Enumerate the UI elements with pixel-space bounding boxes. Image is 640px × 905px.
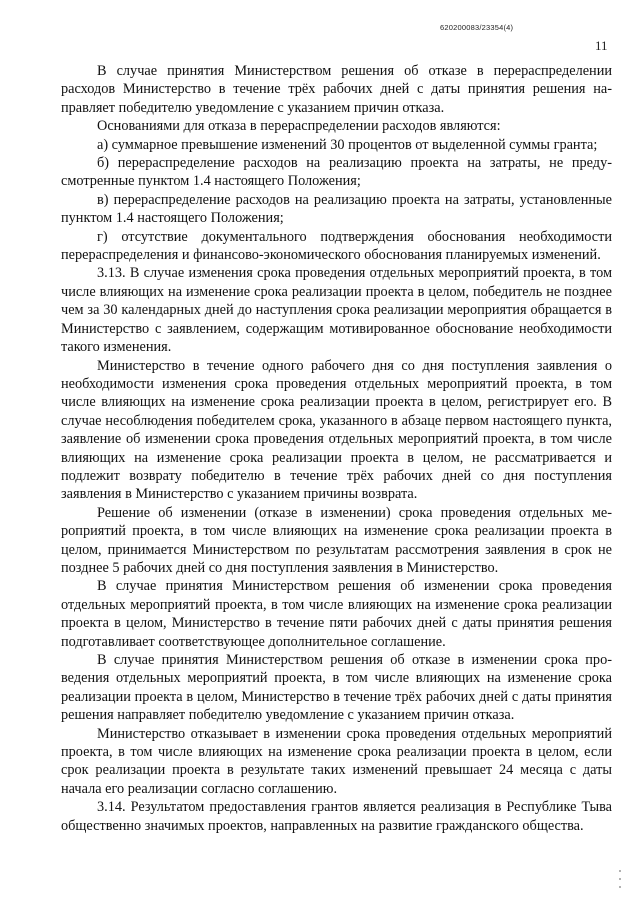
paragraph-refusal-notification: В случае принятия Министерством решения об отказе в перераспределении расходов Министерство в течение трёх рабочих дней с даты принятия решения направляет победителю уведомление с указанием причин отказа. [61, 63, 612, 116]
scan-artifact-mark [619, 870, 621, 872]
paragraph-ground-b: б) перераспределение расходов на реализацию проекта на затраты, не предусмотренные пунктом 1.4 настоящего Положения; [61, 155, 612, 190]
paragraph-refusal: В случае принятия Министерством решения об отказе в изменении срока проведения отдельных мероприятий проекта, в том числе влияющих на изменение срока реализации проекта в целом, Министерство в течение трёх рабочих дней с даты принятия решения направляет победителю уведомление с указанием причин отказа. [61, 652, 612, 724]
paragraph-ground-a: а) суммарное превышение изменений 30 процентов от выделенной суммы гранта; [97, 136, 598, 153]
paragraph-refusal-24-months: Министерство отказывает в изменении срока проведения отдельных мероприятий проекта, в том числе влияющих на изменение срока реализации проекта в целом, если срок реализации проекта в результате таких изменений превышает 24 месяца с даты начала его реализации согласно соглашению. [61, 725, 612, 797]
scan-artifact-mark [619, 886, 621, 888]
paragraph-refusal-grounds-intro: Основаниями для отказа в перераспределении расходов являются: [97, 118, 501, 135]
paragraph-registration: Министерство в течение одного рабочего дня со дня поступления заявления о необходимости изменения срока проведения отдельных мероприятий проекта, в том числе влияющих на изменение срока реализации проекта в целом, регистрирует его. В случае несоблюдения победителем срока, указанного в абзаце первом настоящего пункта, заявление об изменении срока проведения отдельных мероприятий проекта, в том числе влияющих на изменение срока реализации проекта в целом, не рассматривается и подлежит возврату победителю в течение трёх рабочих дней со дня поступления заявления в Министерство с указанием причины возврата. [61, 357, 612, 503]
paragraph-ground-v: в) перераспределение расходов на реализацию проекта на затраты, установленные пунктом 1.4 настоящего Положения; [61, 191, 612, 227]
paragraph-3-13: 3.13. В случае изменения срока проведения отдельных мероприятий проекта, в том числе влияющих на изменение срока реализации проекта в целом, победитель не позднее чем за 30 календарных дней до наступления срока реализации мероприятия обращается в Министерство с заявлением, содержащим мотивированное обоснование необходимости такого изменения. [61, 265, 612, 356]
scan-artifact-mark [619, 878, 621, 880]
paragraph-ground-g: г) отсутствие документального подтверждения обоснования необходимости перераспределения и финансово-экономического обоснования планируемых изменений. [61, 228, 612, 264]
paragraph-decision-term: Решение об изменении (отказе в изменении) срока проведения отдельных мероприятий проекта, в том числе влияющих на изменение срока реализации проекта в целом, принимается Министерством по результатам рассмотрения заявления в срок не позднее 5 рабочих дней со дня поступления заявления в Министерство. [61, 504, 612, 576]
document-registration-code: 620200083/23354(4) [440, 23, 514, 32]
document-body [61, 62, 612, 835]
paragraph-3-14: 3.14. Результатом предоставления грантов является реализация в Республике Тыва общественно значимых проектов, направленных на развитие гражданского общества. [61, 799, 612, 834]
page-number: 11 [595, 38, 608, 53]
paragraph-approval: В случае принятия Министерством решения об изменении срока проведения отдельных мероприятий проекта, в том числе влияющих на изменение срока реализации проекта в целом, Министерство в течение пяти рабочих дней с даты принятия решения подготавливает соответствующее дополнительное соглашение. [61, 578, 612, 650]
